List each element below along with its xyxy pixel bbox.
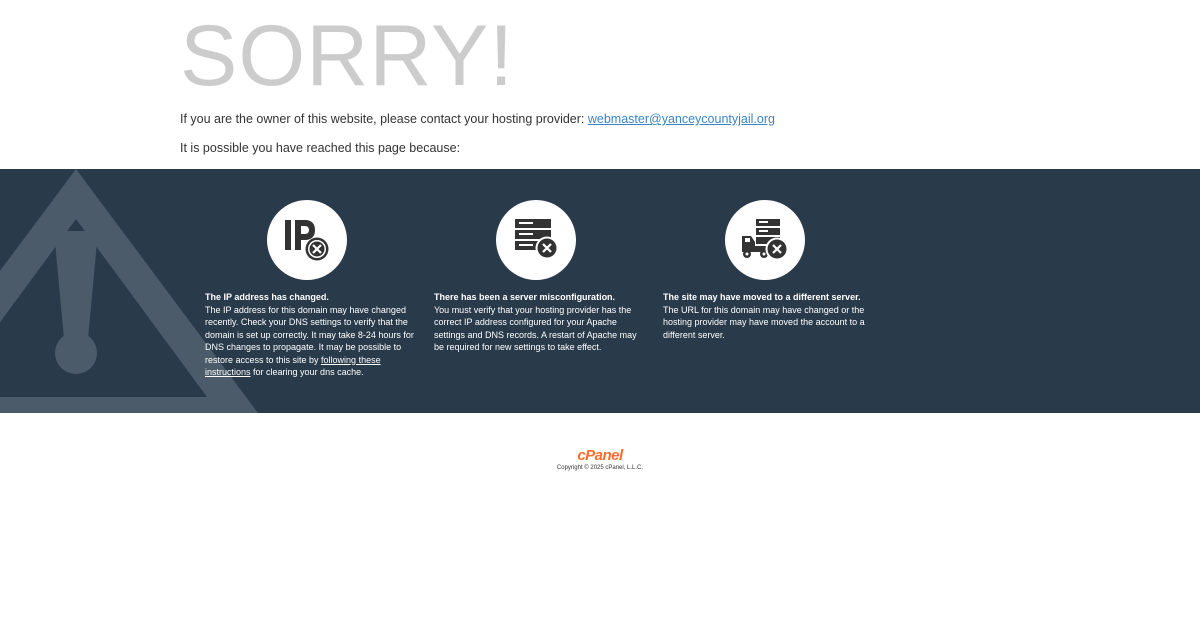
reason-server-moved (663, 200, 873, 341)
server-error-icon (496, 200, 576, 280)
reason-body-text: The IP address for this domain may have changed recently. Check your DNS settings to verify that the domain is set up correctly. It may take 8-24 hours for DNS changes to propagate. It may be possible to restore access to this site by (205, 304, 414, 365)
dns-instructions-link[interactable]: following these instructions (205, 354, 381, 377)
reason-body: The URL for this domain may have changed or the hosting provider may have moved the account to a different server. (663, 304, 865, 340)
contact-text: If you are the owner of this website, please contact your hosting provider: (180, 112, 588, 126)
reason-title: The IP address has changed. (205, 292, 329, 302)
reasons-band (0, 169, 1200, 413)
reason-title: The site may have moved to a different server. (663, 292, 861, 302)
ip-address-icon (267, 200, 347, 280)
footer (0, 447, 1200, 472)
reason-body-text-end: for clearing your dns cache. (250, 367, 364, 377)
server-moving-truck-icon (725, 200, 805, 280)
contact-email-link[interactable]: webmaster@yanceycountyjail.org (587, 112, 775, 126)
reason-body: You must verify that your hosting provider has the correct IP address configured for your Apache settings and DNS records. A restart of Apache may be required for new settings to take effect. (434, 304, 637, 352)
reason-intro: It is possible you have reached this page because: (180, 141, 461, 155)
reason-server-misconfiguration (434, 200, 644, 354)
page-title: SORRY! (180, 8, 515, 104)
reason-body (205, 304, 415, 379)
copyright-text: Copyright © 2025 cPanel, L.L.C. (556, 465, 644, 471)
reason-title: There has been a server misconfiguration. (434, 292, 616, 302)
contact-message (180, 112, 775, 126)
header-section (0, 0, 1200, 169)
reason-ip-changed (205, 200, 415, 379)
cpanel-logo[interactable]: cPanel (577, 447, 623, 464)
